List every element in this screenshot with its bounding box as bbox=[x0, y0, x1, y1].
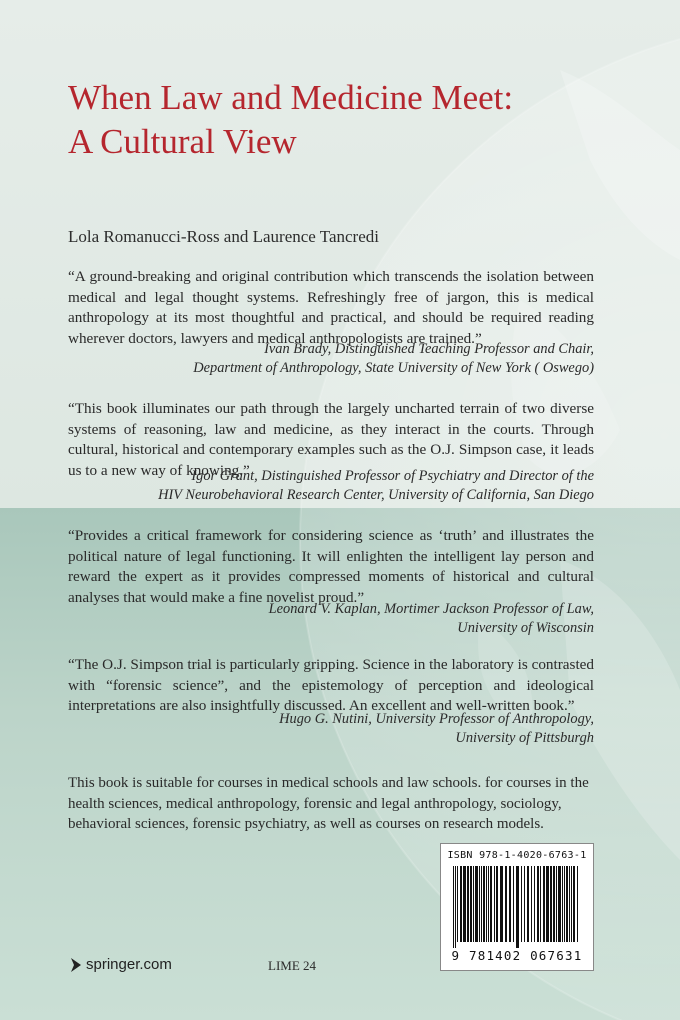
barcode-bar bbox=[483, 866, 485, 942]
barcode-bar bbox=[488, 866, 489, 942]
barcode-bar bbox=[573, 866, 575, 942]
barcode-bar bbox=[496, 866, 498, 942]
barcode-bar bbox=[543, 866, 545, 942]
barcode-bar bbox=[577, 866, 578, 942]
barcode-bar bbox=[527, 866, 529, 942]
chevron-right-icon bbox=[70, 958, 82, 972]
barcode-bar bbox=[537, 866, 539, 942]
barcode-bar bbox=[481, 866, 482, 942]
endorsement-attribution bbox=[68, 710, 594, 748]
book-title bbox=[68, 76, 628, 164]
barcode-bar bbox=[513, 866, 514, 942]
barcode-bar bbox=[457, 866, 458, 942]
barcode-bar bbox=[509, 866, 511, 942]
barcode-bar bbox=[566, 866, 568, 942]
barcode-bar bbox=[470, 866, 472, 942]
barcode-bar bbox=[490, 866, 492, 942]
barcode-bar bbox=[455, 866, 456, 948]
attribution-line: Leonard V. Kaplan, Mortimer Jackson Professor of Law, bbox=[268, 601, 594, 617]
barcode-bars bbox=[451, 866, 583, 948]
barcode-bar bbox=[558, 866, 561, 942]
endorsement-attribution bbox=[68, 340, 594, 378]
attribution-line: Hugo G. Nutini, University Professor of Anthropology, bbox=[279, 711, 594, 727]
barcode-number: 9 781402 067631 bbox=[451, 948, 583, 963]
barcode-bar bbox=[540, 866, 541, 942]
barcode-bar bbox=[460, 866, 462, 942]
endorsement-attribution bbox=[68, 600, 594, 638]
barcode-bar bbox=[564, 866, 565, 942]
endorsement-quote: “Provides a critical framework for considering science as ‘truth’ and illustrates the political nature of legal functioning. It will enlighten the intelligent lay person and reward the expert as it provides compressed moments of historical and cultural analyses that would make a fine novelist proud.” bbox=[68, 527, 594, 606]
course-blurb: This book is suitable for courses in medical schools and law schools. for courses in the health sciences, medical anthropology, forensic and legal anthropology, sociology, behavioral sciences, forensic psychiatry, as well as courses on research models. bbox=[68, 775, 589, 832]
endorsement-quote: “The O.J. Simpson trial is particularly gripping. Science in the laboratory is contrasted with “forensic science”, and the epistemology of perception and ideological interpretations are also insightfully discussed. An excellent and well-written book.” bbox=[68, 656, 594, 714]
publisher-url: springer.com bbox=[86, 956, 172, 973]
endorsement-quote: “A ground-breaking and original contribution which transcends the isolation between medical and legal thought systems. Refreshingly free of jargon, this is medical anthropology at its most thoughtful and practical, and should be required reading wherever doctors, lawyers and medical anthropologists are trained.” bbox=[68, 268, 594, 347]
barcode-bar bbox=[524, 866, 525, 942]
title-line-2: A Cultural View bbox=[68, 122, 297, 161]
barcode-bar bbox=[562, 866, 563, 942]
barcode-bar bbox=[500, 866, 503, 942]
barcode-bar bbox=[534, 866, 535, 942]
barcode-bar bbox=[494, 866, 495, 942]
series-code: LIME 24 bbox=[268, 958, 317, 973]
barcode-bar bbox=[569, 866, 570, 942]
attribution-line: University of Wisconsin bbox=[457, 620, 594, 636]
barcode-bar bbox=[550, 866, 552, 942]
barcode-bar bbox=[486, 866, 487, 942]
endorsement-quote: “This book illuminates our path through the largely uncharted terrain of two diverse systems of reasoning, law and medicine, as they interact in the courts. Through cultural, historical and contemporary examples such as the O.J. Simpson case, it leads us to a new way of knowing.” bbox=[68, 400, 594, 479]
isbn-barcode bbox=[440, 843, 594, 971]
barcode-bar bbox=[479, 866, 480, 942]
barcode-bar bbox=[553, 866, 555, 942]
barcode-bar bbox=[521, 866, 522, 942]
barcode-bar bbox=[531, 866, 532, 942]
barcode-bar bbox=[463, 866, 466, 942]
attribution-line: Department of Anthropology, State University of New York ( Oswego) bbox=[193, 360, 594, 376]
attribution-line: Ivan Brady, Distinguished Teaching Professor and Chair, bbox=[264, 341, 594, 357]
book-authors: Lola Romanucci-Ross and Laurence Tancredi bbox=[68, 227, 379, 246]
attribution-line: University of Pittsburgh bbox=[455, 730, 594, 746]
barcode-bar bbox=[473, 866, 474, 942]
publisher-logo bbox=[70, 956, 172, 973]
attribution-line: HIV Neurobehavioral Research Center, University of California, San Diego bbox=[158, 487, 594, 503]
barcode-bar bbox=[516, 866, 519, 948]
barcode-bar bbox=[475, 866, 478, 942]
barcode-bar bbox=[467, 866, 469, 942]
barcode-bar bbox=[453, 866, 454, 948]
barcode-bar bbox=[546, 866, 549, 942]
barcode-bar bbox=[556, 866, 557, 942]
title-line-1: When Law and Medicine Meet: bbox=[68, 78, 514, 117]
barcode-bar bbox=[571, 866, 572, 942]
barcode-bar bbox=[505, 866, 507, 942]
attribution-line: Igor Grant, Distinguished Professor of Psychiatry and Director of the bbox=[191, 468, 594, 484]
endorsement-attribution bbox=[68, 467, 594, 505]
isbn-label: ISBN 978-1-4020-6763-1 bbox=[447, 850, 587, 861]
